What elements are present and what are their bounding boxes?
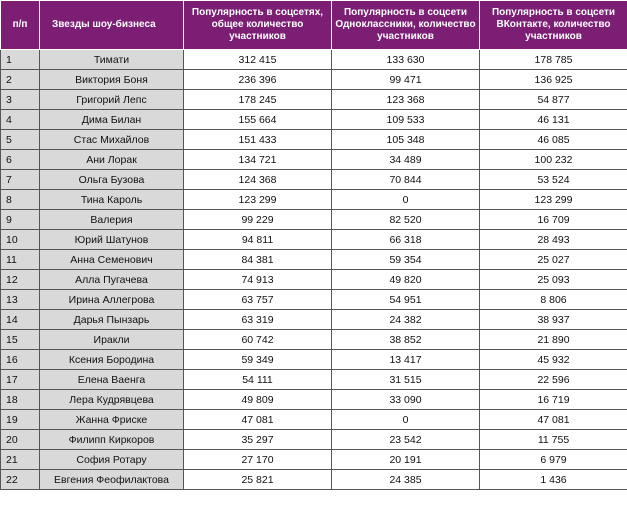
- header-num: п/п: [1, 1, 40, 50]
- table-row: [1, 150, 627, 170]
- total-count: 27 170: [184, 450, 332, 470]
- odnoklassniki-count: 109 533: [332, 110, 480, 130]
- odnoklassniki-count: 59 354: [332, 250, 480, 270]
- table-row: [1, 110, 627, 130]
- table-body: [1, 50, 627, 490]
- table-row: [1, 330, 627, 350]
- row-number: 2: [1, 70, 40, 90]
- odnoklassniki-count: 54 951: [332, 290, 480, 310]
- row-number: 21: [1, 450, 40, 470]
- star-name: Валерия: [40, 210, 184, 230]
- star-name: Иракли: [40, 330, 184, 350]
- vkontakte-count: 25 027: [480, 250, 627, 270]
- star-name: Ани Лорак: [40, 150, 184, 170]
- total-count: 63 319: [184, 310, 332, 330]
- row-number: 4: [1, 110, 40, 130]
- table-row: [1, 410, 627, 430]
- table-row: [1, 170, 627, 190]
- odnoklassniki-count: 34 489: [332, 150, 480, 170]
- row-number: 11: [1, 250, 40, 270]
- row-number: 17: [1, 370, 40, 390]
- row-number: 22: [1, 470, 40, 490]
- vkontakte-count: 47 081: [480, 410, 627, 430]
- row-number: 13: [1, 290, 40, 310]
- vkontakte-count: 1 436: [480, 470, 627, 490]
- vkontakte-count: 11 755: [480, 430, 627, 450]
- vkontakte-count: 46 131: [480, 110, 627, 130]
- star-name: Алла Пугачева: [40, 270, 184, 290]
- total-count: 178 245: [184, 90, 332, 110]
- table-row: [1, 250, 627, 270]
- table-row: [1, 130, 627, 150]
- vkontakte-count: 53 524: [480, 170, 627, 190]
- total-count: 123 299: [184, 190, 332, 210]
- total-count: 49 809: [184, 390, 332, 410]
- odnoklassniki-count: 23 542: [332, 430, 480, 450]
- table-row: [1, 390, 627, 410]
- star-name: Жанна Фриске: [40, 410, 184, 430]
- total-count: 99 229: [184, 210, 332, 230]
- row-number: 6: [1, 150, 40, 170]
- star-name: Юрий Шатунов: [40, 230, 184, 250]
- odnoklassniki-count: 66 318: [332, 230, 480, 250]
- star-name: Ксения Бородина: [40, 350, 184, 370]
- row-number: 12: [1, 270, 40, 290]
- star-name: Тина Кароль: [40, 190, 184, 210]
- row-number: 15: [1, 330, 40, 350]
- table-row: [1, 190, 627, 210]
- star-name: Дарья Пынзарь: [40, 310, 184, 330]
- vkontakte-count: 54 877: [480, 90, 627, 110]
- odnoklassniki-count: 82 520: [332, 210, 480, 230]
- total-count: 155 664: [184, 110, 332, 130]
- total-count: 124 368: [184, 170, 332, 190]
- vkontakte-count: 136 925: [480, 70, 627, 90]
- header-row: [1, 1, 627, 50]
- table-row: [1, 90, 627, 110]
- row-number: 18: [1, 390, 40, 410]
- odnoklassniki-count: 123 368: [332, 90, 480, 110]
- table-row: [1, 230, 627, 250]
- table-header: [1, 1, 627, 50]
- odnoklassniki-count: 38 852: [332, 330, 480, 350]
- vkontakte-count: 28 493: [480, 230, 627, 250]
- total-count: 63 757: [184, 290, 332, 310]
- star-name: Евгения Феофилактова: [40, 470, 184, 490]
- table-row: [1, 210, 627, 230]
- total-count: 59 349: [184, 350, 332, 370]
- odnoklassniki-count: 24 385: [332, 470, 480, 490]
- vkontakte-count: 16 719: [480, 390, 627, 410]
- row-number: 14: [1, 310, 40, 330]
- vkontakte-count: 16 709: [480, 210, 627, 230]
- odnoklassniki-count: 31 515: [332, 370, 480, 390]
- odnoklassniki-count: 99 471: [332, 70, 480, 90]
- row-number: 7: [1, 170, 40, 190]
- star-name: Григорий Лепс: [40, 90, 184, 110]
- total-count: 134 721: [184, 150, 332, 170]
- row-number: 19: [1, 410, 40, 430]
- odnoklassniki-count: 49 820: [332, 270, 480, 290]
- table-row: [1, 310, 627, 330]
- table-row: [1, 270, 627, 290]
- odnoklassniki-count: 105 348: [332, 130, 480, 150]
- header-odnoklassniki: Популярность в соцсети Одноклассники, количество участников: [332, 1, 480, 50]
- vkontakte-count: 45 932: [480, 350, 627, 370]
- total-count: 60 742: [184, 330, 332, 350]
- table-row: [1, 70, 627, 90]
- star-name: Лера Кудрявцева: [40, 390, 184, 410]
- total-count: 84 381: [184, 250, 332, 270]
- vkontakte-count: 178 785: [480, 50, 627, 70]
- row-number: 10: [1, 230, 40, 250]
- odnoklassniki-count: 0: [332, 410, 480, 430]
- total-count: 35 297: [184, 430, 332, 450]
- vkontakte-count: 21 890: [480, 330, 627, 350]
- row-number: 1: [1, 50, 40, 70]
- row-number: 3: [1, 90, 40, 110]
- vkontakte-count: 25 093: [480, 270, 627, 290]
- row-number: 20: [1, 430, 40, 450]
- table-row: [1, 430, 627, 450]
- total-count: 312 415: [184, 50, 332, 70]
- odnoklassniki-count: 70 844: [332, 170, 480, 190]
- star-name: Анна Семенович: [40, 250, 184, 270]
- star-name: Дима Билан: [40, 110, 184, 130]
- total-count: 151 433: [184, 130, 332, 150]
- header-name: Звезды шоу-бизнеса: [40, 1, 184, 50]
- table-row: [1, 370, 627, 390]
- row-number: 8: [1, 190, 40, 210]
- vkontakte-count: 100 232: [480, 150, 627, 170]
- odnoklassniki-count: 13 417: [332, 350, 480, 370]
- vkontakte-count: 46 085: [480, 130, 627, 150]
- star-name: София Ротару: [40, 450, 184, 470]
- total-count: 236 396: [184, 70, 332, 90]
- table-row: [1, 450, 627, 470]
- vkontakte-count: 8 806: [480, 290, 627, 310]
- row-number: 16: [1, 350, 40, 370]
- odnoklassniki-count: 33 090: [332, 390, 480, 410]
- star-name: Елена Ваенга: [40, 370, 184, 390]
- vkontakte-count: 123 299: [480, 190, 627, 210]
- star-name: Стас Михайлов: [40, 130, 184, 150]
- header-total: Популярность в соцсетях, общее количество участников: [184, 1, 332, 50]
- star-name: Филипп Киркоров: [40, 430, 184, 450]
- total-count: 54 111: [184, 370, 332, 390]
- star-name: Ирина Аллегрова: [40, 290, 184, 310]
- total-count: 74 913: [184, 270, 332, 290]
- odnoklassniki-count: 20 191: [332, 450, 480, 470]
- header-vkontakte: Популярность в соцсети ВКонтакте, количество участников: [480, 1, 627, 50]
- table-row: [1, 470, 627, 490]
- total-count: 25 821: [184, 470, 332, 490]
- total-count: 94 811: [184, 230, 332, 250]
- star-name: Виктория Боня: [40, 70, 184, 90]
- table-row: [1, 350, 627, 370]
- row-number: 5: [1, 130, 40, 150]
- star-name: Тимати: [40, 50, 184, 70]
- total-count: 47 081: [184, 410, 332, 430]
- star-name: Ольга Бузова: [40, 170, 184, 190]
- table-row: [1, 290, 627, 310]
- odnoklassniki-count: 133 630: [332, 50, 480, 70]
- odnoklassniki-count: 24 382: [332, 310, 480, 330]
- odnoklassniki-count: 0: [332, 190, 480, 210]
- vkontakte-count: 6 979: [480, 450, 627, 470]
- vkontakte-count: 22 596: [480, 370, 627, 390]
- vkontakte-count: 38 937: [480, 310, 627, 330]
- row-number: 9: [1, 210, 40, 230]
- table-row: [1, 50, 627, 70]
